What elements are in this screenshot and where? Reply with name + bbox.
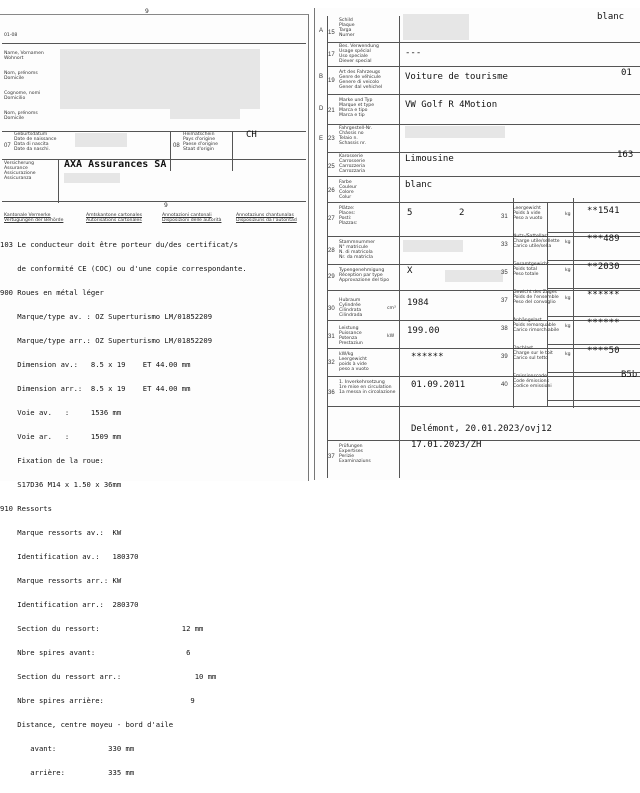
row-code-37-inspections: 37 (328, 454, 335, 460)
redacted-type-approval-number (445, 270, 503, 282)
remark-line: Dimension av.: 8.5 x 19 ET 44.00 mm (0, 360, 191, 369)
seats-labels: Plätze: Places: Posti: Plazzas: (339, 206, 358, 226)
remark-line: Voie ar. : 1509 mm (0, 432, 122, 441)
row-code-17: 17 (328, 52, 335, 58)
seats-front-value: 2 (459, 208, 465, 218)
redacted-birth-date (75, 133, 127, 147)
weight-row-labels: Gesamtgewicht Poids total Peso totale (513, 262, 549, 277)
power-value: 199.00 (407, 326, 440, 336)
name-label-rm: Nom, prénoms Domicile (4, 111, 38, 121)
remark-line: Marque/type av. : OZ Superturismo LM/01852209 (0, 312, 213, 321)
weight-row-divider (547, 372, 640, 373)
weight-unit: kg (565, 352, 571, 357)
birth-labels: Geburtsdatum Date de naissance Data di nascita Date da naschi. (14, 132, 57, 152)
weight-value: **2030 (587, 262, 620, 272)
side-letter-a: A (319, 28, 324, 34)
weight-row-divider (547, 260, 640, 261)
remark-line: Voie av. : 1536 mm (0, 408, 122, 417)
first-registration-labels: 1. Inverkehrsetzung 1re mise en circulation 1a messa in circolazione (339, 380, 396, 395)
vehicle-type-labels: Art des Fahrzeugs Genre de véhicule Genere di veicolo Gener dal vehichel (339, 70, 383, 90)
redacted-holder-address (170, 107, 240, 119)
color-value: blanc (405, 180, 433, 190)
row-code-36: 36 (328, 390, 335, 396)
place-date: Delémont, 20.01.2023/ovj12 (411, 424, 552, 434)
redacted-matricule (403, 240, 463, 252)
remark-line: Distance, centre moyeu - bord d'aile (0, 720, 174, 729)
weight-row-divider (547, 344, 640, 345)
remark-line: Marque ressorts av.: KW (0, 528, 122, 537)
weight-row-code: 39 (501, 354, 508, 360)
displacement-value: 1984 (407, 298, 429, 308)
redacted-chassis (405, 126, 505, 138)
remark-line: de conformité CE (COC) ou d'une copie correspondante. (0, 264, 247, 273)
birth-code: 07 (4, 143, 11, 149)
insurer-labels: Versicherung Assurance Assicurazione Assicuranza (4, 161, 36, 181)
left-document-page (0, 8, 309, 777)
weight-row-labels: Leergewicht Poids à vide Peso a vuoto (513, 206, 543, 221)
row-code-27: 27 (328, 216, 335, 222)
row-code-30: 30 (328, 306, 335, 312)
body-value: Limousine (405, 154, 454, 164)
weight-row-labels: Gewicht des Zuges Poids de l'ensemble Peso del convoglio (513, 290, 559, 305)
remarks-block (0, 225, 247, 793)
weight-unit: kg (565, 268, 571, 273)
redacted-holder-name (60, 49, 260, 109)
row-code-31: 31 (328, 334, 335, 340)
weight-row-divider (547, 232, 640, 233)
vehicle-type-value: Voiture de tourisme (405, 72, 508, 82)
weight-row-code: 35 (501, 270, 508, 276)
remark-line: S17D36 M14 x 1.50 x 36mm (0, 480, 122, 489)
power-weight-value: ****** (411, 352, 444, 362)
remark-line: Marque ressorts arr.: KW (0, 576, 122, 585)
first-registration-value: 01.09.2011 (411, 380, 466, 390)
page-number: 9 (145, 8, 149, 15)
weight-value: ****** (587, 290, 620, 300)
weight-row-labels: Dachlast Charge sur le toit Carico sul tetto (513, 346, 553, 361)
type-approval-labels: Typengenehmigung Réception par type Approvazione del tipo (339, 268, 390, 283)
power-weight-labels: kW/kg Leergewicht poids à vide peso a vuoto (339, 352, 369, 372)
remark-line: 900 Roues en métal léger (0, 288, 104, 297)
remark-line: Section du ressort arr.: 10 mm (0, 672, 217, 681)
remark-line: avant: 330 mm (0, 744, 135, 753)
inspection-labels: Prüfungen Expertises Perizie Examinaziuns (339, 444, 371, 464)
body-labels: Karosserie Carrosserie Carrozzeria Carrozzaria (339, 154, 366, 174)
insurer-num: 9 (164, 202, 168, 209)
footer-heading-rm: Annotaziuns chantunalas Disposiziuns da l'autoritad (236, 213, 297, 223)
type-approval-value: X (407, 266, 413, 276)
side-letter-d: D (319, 106, 324, 112)
remark-line: Fixation de la roue: (0, 456, 104, 465)
remark-line: Identification av.: 180370 (0, 552, 139, 561)
displacement-unit: cm³ (387, 306, 396, 311)
footer-heading-fr: Amtskantone cartonales Autorisations cartonales (86, 213, 142, 223)
weight-value: ****50 (587, 346, 620, 356)
row-code-23: 23 (328, 136, 335, 142)
origin-labels: Heimatschein Pays d'origine Paese d'origine Staat d'origin (183, 132, 218, 152)
row-code-21: 21 (328, 108, 335, 114)
weight-row-code: 37 (501, 298, 508, 304)
weight-unit: kg (565, 240, 571, 245)
origin-value: CH (246, 130, 257, 140)
weight-row-labels: Anhängelast Poids remorquable Carico rimorchiabile (513, 318, 560, 333)
inspection-value: 17.01.2023/ZH (411, 440, 482, 450)
row-code-29: 29 (328, 274, 335, 280)
row-code-25: 25 (328, 164, 335, 170)
special-use-labels: Bes. Verwendung Usage spécial Uso speciale Diever special (339, 44, 379, 64)
redacted-policy-number (64, 173, 120, 183)
remark-line: Dimension arr.: 8.5 x 19 ET 44.00 mm (0, 384, 191, 393)
emission-code-value: B5b (621, 370, 638, 380)
weight-value: ****** (587, 318, 620, 328)
insurer-value: AXA Assurances SA (64, 159, 167, 170)
remark-line: 103 Le conducteur doit être porteur du/des certificat/s (0, 240, 238, 249)
weight-value: **1541 (587, 206, 620, 216)
chassis-labels: Fahrgestell-Nr. Châssis no Telaio n. Schassis nr. (339, 126, 373, 146)
row-code-19: 19 (328, 78, 335, 84)
remark-line: Nbre spires arrière: 9 (0, 696, 195, 705)
weight-row-divider (547, 316, 640, 317)
name-label-fr: Nom, prénoms Domicile (4, 71, 38, 81)
special-use-value: --- (405, 48, 422, 58)
row-code-32: 32 (328, 360, 335, 366)
row-code-26: 26 (328, 188, 335, 194)
top-code: 01-08 (4, 33, 18, 38)
header-color: blanc (597, 12, 625, 22)
weight-row-code: 33 (501, 242, 508, 248)
make-type-labels: Marke und Typ Marque et type Marca e tipo Marca e tip (339, 98, 375, 118)
weight-row-code: 40 (501, 382, 508, 388)
remark-line: Nbre spires avant: 6 (0, 648, 191, 657)
weight-unit: kg (565, 296, 571, 301)
remark-line: Marque/type arr.: OZ Superturismo LM/01852209 (0, 336, 213, 345)
footer-heading-de: Kantonale Vermerke Vertügungen der Behörde (4, 213, 64, 223)
power-labels: Leistung Puissance Potenza Prestaziun (339, 326, 363, 346)
weight-row-code: 38 (501, 326, 508, 332)
weight-row-divider (547, 400, 640, 401)
matricule-labels: Stammnummer N° matricule N. di matricola Nr. da matricla (339, 240, 375, 260)
row-code-28: 28 (328, 248, 335, 254)
remark-line: 910 Ressorts (0, 504, 52, 513)
origin-code: 08 (173, 143, 180, 149)
vehicle-type-code: 01 (621, 68, 632, 78)
power-unit: kW (387, 334, 395, 339)
displacement-labels: Hubraum Cylindrée Cilindrata Cilindrada (339, 298, 363, 318)
weight-value: ***489 (587, 234, 620, 244)
remark-line: arrière: 335 mm (0, 768, 135, 777)
weight-row-divider (547, 288, 640, 289)
footer-heading-it: Annotazioni cantonali Disposizioni delle autorità (162, 213, 222, 223)
color-labels: Farbe Couleur Colore Colur (339, 180, 357, 200)
redacted-plate (403, 14, 469, 40)
name-label-it: Cognome, nomi Domicilio (4, 91, 41, 101)
weight-unit: kg (565, 324, 571, 329)
weight-unit: kg (565, 212, 571, 217)
remark-line: Identification arr.: 280370 (0, 600, 139, 609)
right-document-page (314, 8, 640, 480)
seats-total-value: 5 (407, 208, 413, 218)
remark-line: Section du ressort: 12 mm (0, 624, 204, 633)
weight-row-labels: Nutz-/Sattellast Charge utile/sellette Carico utile/sella (513, 234, 560, 249)
weight-row-code: 31 (501, 214, 508, 220)
plate-labels: Schild Plaque Targa Numer (339, 18, 355, 38)
side-letter-e: E (319, 136, 324, 142)
name-label-de: Name, Vornamen Wohnort (4, 51, 44, 61)
make-type-value: VW Golf R 4Motion (405, 100, 498, 110)
weight-row-labels: Emissionscode Code émissions Codice emissioni (513, 374, 552, 389)
side-letter-b: B (319, 74, 324, 80)
body-code: 163 (617, 150, 634, 160)
row-code-15: 15 (328, 30, 335, 36)
